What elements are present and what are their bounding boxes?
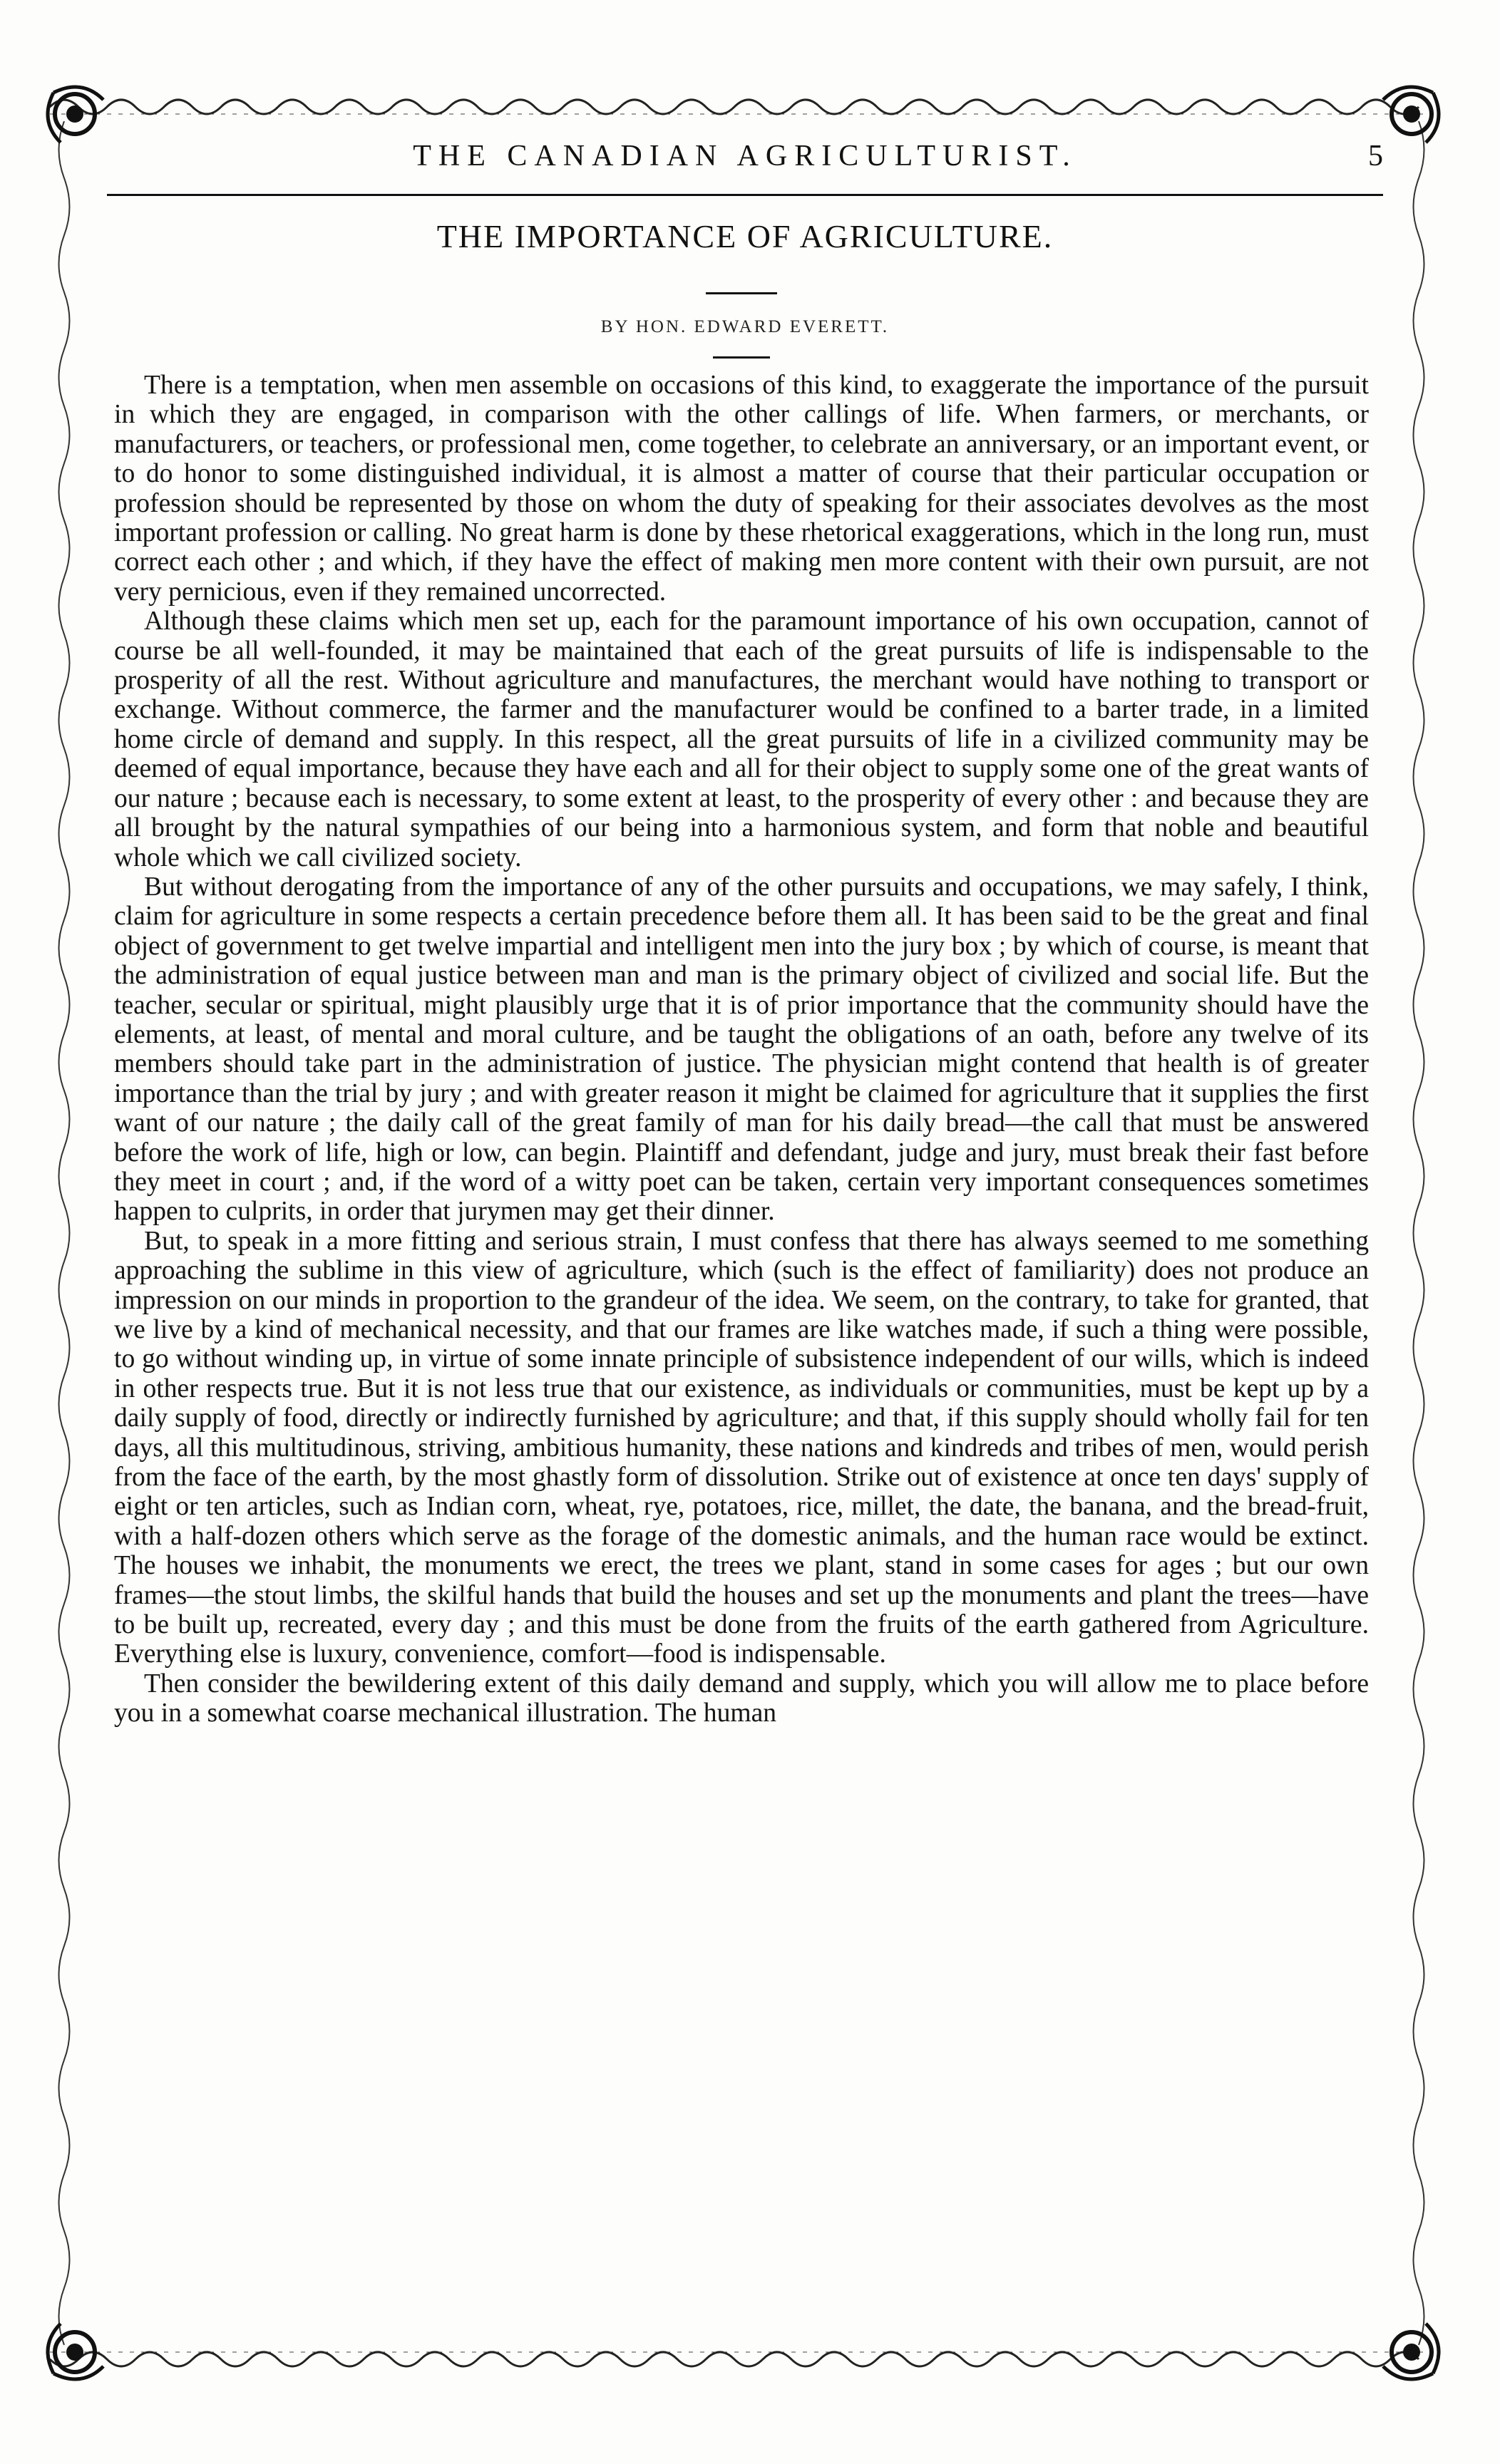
byline-divider bbox=[713, 356, 770, 359]
ornamental-border-top-icon bbox=[50, 86, 1433, 128]
journal-title: THE CANADIAN AGRICULTURIST. bbox=[413, 140, 1077, 172]
article-body bbox=[114, 371, 1369, 1728]
paragraph: But without derogating from the importance of any of the other pursuits and occupations, we may safely, I think, claim for agriculture in some respects a certain precedence before them all. It has been said to be the great and final object of government to get twelve impartial and intelligent men into the jury box ; by which of course, is meant that the administration of equal justice between man and man is the primary object of civilized and social life. But the teacher, secular or spiritual, might plausibly urge that it is of prior importance that the community should have the elements, at least, of mental and moral culture, and be taught the obligations of an oath, before any twelve of its members should take part in the administration of justice. The physician might contend that health is of greater importance than the trial by jury ; and with greater reason it might be claimed for agriculture that it supplies the first want of our nature ; the daily call of the great family of man for his daily bread—the call that must be answered before the work of life, high or low, can begin. Plaintiff and defendant, judge and jury, must break their fast before they meet in court ; and, if the word of a witty poet can be taken, certain very important consequences sometimes happen to culprits, in order that jurymen may get their dinner. bbox=[114, 872, 1369, 1227]
article-title: THE IMPORTANCE OF AGRICULTURE. bbox=[436, 218, 1054, 254]
paragraph: There is a temptation, when men assemble on occasions of this kind, to exaggerate the importance of the pursuit in which they are engaged, in comparison with the other callings of life. When farmers, or merchants, or manufacturers, or teachers, or professional men, come together, to celebrate an anniversary, or an important event, or to do honor to some distinguished individual, it is almost a matter of course that their particular occupation or profession should be represented by those on whom the duty of speaking for their associates devolves as the most important profession or calling. No great harm is done by these rhetorical exaggerations, which in the long run, must correct each other ; and which, if they have the effect of making men more content with their own pursuit, are not very pernicious, even if they remained uncorrected. bbox=[114, 371, 1369, 607]
running-header bbox=[107, 139, 1383, 182]
paragraph: Although these claims which men set up, each for the paramount importance of his own occupation, cannot of course be all well-founded, it may be maintained that each of the great pursuits of life is indispensable to the prosperity of all the rest. Without agriculture and manufactures, the merchant would have nothing to transport or exchange. Without commerce, the farmer and the manufacturer would be confined to a barter trade, in a limited home circle of demand and supply. In this respect, all the great pursuits of life in a civilized community may be deemed of equal importance, because they have each and all for their object to supply some one of the great wants of our nature ; because each is necessary, to some extent at least, to the prosperity of every other : and because they are all brought by the natural sympathies of our being into a harmonious system, and form that noble and beautiful whole which we call civilized society. bbox=[114, 607, 1369, 872]
ornamental-border-bottom-icon bbox=[50, 2338, 1433, 2381]
paragraph: Then consider the bewildering extent of this daily demand and supply, which you will allow me to place before you in a somewhat coarse mechanical illustration. The human bbox=[114, 1669, 1369, 1728]
header-rule bbox=[107, 194, 1383, 196]
byline: BY HON. EDWARD EVERETT. bbox=[600, 317, 890, 336]
ornamental-border-right-icon bbox=[1397, 121, 1440, 2352]
paragraph: But, to speak in a more fitting and serious strain, I must confess that there has always seemed to me something approaching the sublime in this view of agriculture, which (such is the effect of familiarity) does not produce an impression on our minds in proportion to the grandeur of the idea. We seem, on the contrary, to take for granted, that we live by a kind of mechanical necessity, and that our frames are like watches made, if such a thing were possible, to go without winding up, in virtue of some innate principle of subsistence independent of our wills, which is indeed in other respects true. But it is not less true that our existence, as individuals or communities, must be kept up by a daily supply of food, directly or indirectly furnished by agriculture; and that, if this supply should wholly fail for ten days, all this multitudinous, striving, ambitious humanity, these nations and kindreds and tribes of men, would perish from the face of the earth, by the most ghastly form of dissolution. Strike out of existence at once ten days' supply of eight or ten articles, such as Indian corn, wheat, rye, potatoes, rice, millet, the date, the banana, and the bread-fruit, with a half-dozen others which serve as the forage of the domestic animals, and the human race would be extinct. The houses we inhabit, the monuments we erect, the trees we plant, stand in some cases for ages ; but our own frames—the stout limbs, the skilful hands that build the houses and set up the monuments and plant the trees—have to be built up, recreated, every day ; and this must be done from the fruits of the earth gathered from Agriculture. Everything else is luxury, convenience, comfort—food is indispensable. bbox=[114, 1226, 1369, 1669]
title-divider bbox=[706, 292, 777, 294]
floral-corner-bottom-left-icon bbox=[39, 2295, 132, 2388]
floral-corner-bottom-right-icon bbox=[1355, 2295, 1447, 2388]
ornamental-border-left-icon bbox=[43, 121, 86, 2352]
page-number: 5 bbox=[1368, 140, 1383, 172]
